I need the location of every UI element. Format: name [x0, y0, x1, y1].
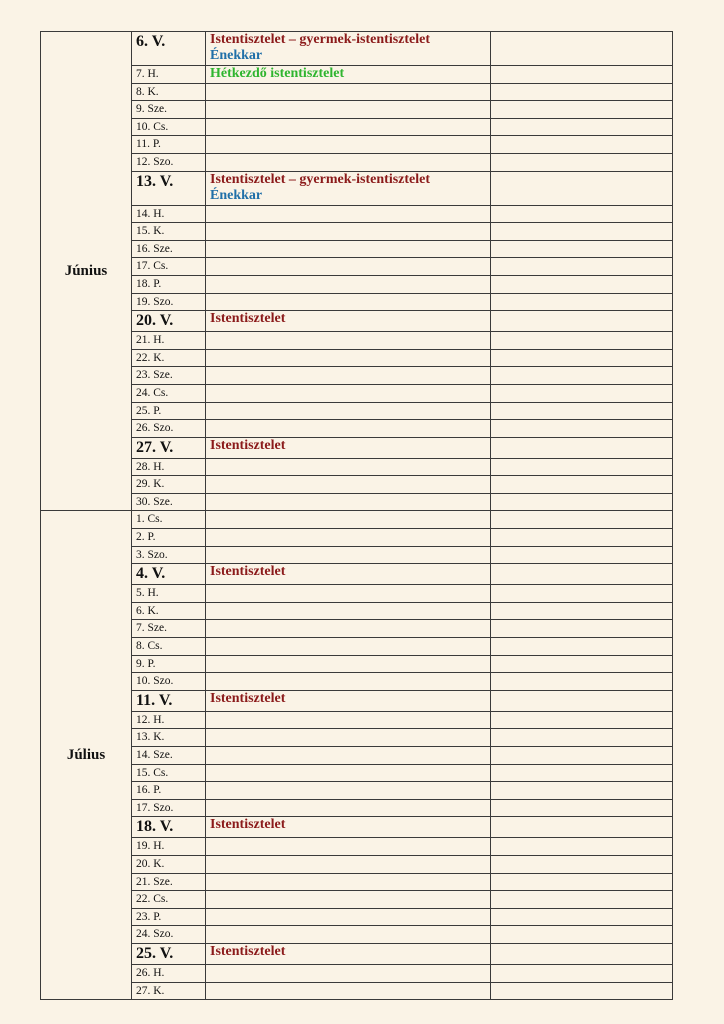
- notes-cell: [491, 673, 673, 691]
- event-cell: [206, 171, 491, 205]
- day-cell: 8. Cs.: [132, 638, 206, 656]
- notes-cell: [491, 136, 673, 154]
- day-row: [41, 153, 673, 171]
- notes-cell: [491, 838, 673, 856]
- notes-cell: [491, 891, 673, 909]
- day-row: [41, 585, 673, 603]
- day-cell: 19. Szo.: [132, 293, 206, 311]
- event-cell: [206, 83, 491, 101]
- notes-cell: [491, 258, 673, 276]
- notes-cell: [491, 602, 673, 620]
- day-cell: 25. P.: [132, 402, 206, 420]
- notes-cell: [491, 638, 673, 656]
- day-row: [41, 367, 673, 385]
- day-cell: 17. Szo.: [132, 799, 206, 817]
- day-cell: 14. H.: [132, 205, 206, 223]
- notes-cell: [491, 493, 673, 511]
- notes-cell: [491, 711, 673, 729]
- event-cell: [206, 638, 491, 656]
- event-cell: [206, 585, 491, 603]
- day-cell: 24. Szo.: [132, 926, 206, 944]
- day-row: [41, 66, 673, 84]
- notes-cell: [491, 223, 673, 241]
- event-cell: [206, 32, 491, 66]
- day-cell: 9. Sze.: [132, 101, 206, 119]
- day-row: [41, 926, 673, 944]
- day-row: [41, 332, 673, 350]
- sunday-row: [41, 690, 673, 711]
- event-cell: [206, 493, 491, 511]
- day-row: [41, 638, 673, 656]
- notes-cell: [491, 799, 673, 817]
- day-row: [41, 420, 673, 438]
- event-cell: [206, 529, 491, 547]
- day-row: [41, 799, 673, 817]
- day-row: [41, 655, 673, 673]
- notes-cell: [491, 585, 673, 603]
- notes-cell: [491, 873, 673, 891]
- day-row: [41, 83, 673, 101]
- day-row: [41, 240, 673, 258]
- day-cell: 15. K.: [132, 223, 206, 241]
- day-row: [41, 673, 673, 691]
- day-cell: 2. P.: [132, 529, 206, 547]
- event-cell: [206, 66, 491, 84]
- notes-cell: [491, 982, 673, 1000]
- event-cell: [206, 747, 491, 765]
- day-row: [41, 711, 673, 729]
- notes-cell: [491, 171, 673, 205]
- day-row: [41, 458, 673, 476]
- notes-cell: [491, 729, 673, 747]
- notes-cell: [491, 384, 673, 402]
- event-cell: [206, 764, 491, 782]
- day-cell: 1. Cs.: [132, 511, 206, 529]
- day-cell: 21. Sze.: [132, 873, 206, 891]
- notes-cell: [491, 926, 673, 944]
- event-cell: [206, 420, 491, 438]
- notes-cell: [491, 764, 673, 782]
- notes-cell: [491, 908, 673, 926]
- event-cell: [206, 690, 491, 711]
- day-row: [41, 855, 673, 873]
- event-cell: [206, 782, 491, 800]
- event-cell: [206, 458, 491, 476]
- day-row: [41, 258, 673, 276]
- notes-cell: [491, 118, 673, 136]
- service-event: Istentisztelet – gyermek-istentisztelet: [210, 32, 431, 47]
- notes-cell: [491, 855, 673, 873]
- day-cell: 24. Cs.: [132, 384, 206, 402]
- notes-cell: [491, 964, 673, 982]
- notes-cell: [491, 83, 673, 101]
- notes-cell: [491, 564, 673, 585]
- choir-event: Énekkar: [210, 187, 263, 203]
- day-cell: 16. Sze.: [132, 240, 206, 258]
- service-event: Istentisztelet: [210, 690, 286, 706]
- day-row: [41, 511, 673, 529]
- sunday-row: [41, 943, 673, 964]
- day-cell: 20. K.: [132, 855, 206, 873]
- day-row: [41, 873, 673, 891]
- day-cell: 28. H.: [132, 458, 206, 476]
- sunday-row: [41, 564, 673, 585]
- event-cell: [206, 908, 491, 926]
- notes-cell: [491, 311, 673, 332]
- event-cell: [206, 799, 491, 817]
- day-cell: 22. K.: [132, 349, 206, 367]
- notes-cell: [491, 402, 673, 420]
- event-cell: [206, 564, 491, 585]
- event-cell: [206, 205, 491, 223]
- notes-cell: [491, 546, 673, 564]
- notes-cell: [491, 420, 673, 438]
- sunday-row: [41, 311, 673, 332]
- notes-cell: [491, 349, 673, 367]
- day-cell: 19. H.: [132, 838, 206, 856]
- event-cell: [206, 153, 491, 171]
- service-event: Istentisztelet: [210, 437, 286, 453]
- day-row: [41, 529, 673, 547]
- day-cell: 9. P.: [132, 655, 206, 673]
- sunday-row: [41, 437, 673, 458]
- day-row: [41, 620, 673, 638]
- calendar-body: [41, 32, 673, 1000]
- notes-cell: [491, 690, 673, 711]
- notes-cell: [491, 817, 673, 838]
- sunday-row: [41, 171, 673, 205]
- event-cell: [206, 118, 491, 136]
- event-cell: [206, 384, 491, 402]
- event-cell: [206, 311, 491, 332]
- notes-cell: [491, 476, 673, 494]
- day-row: [41, 136, 673, 154]
- event-cell: [206, 511, 491, 529]
- notes-cell: [491, 332, 673, 350]
- event-cell: [206, 101, 491, 119]
- day-cell: 6. V.: [132, 32, 206, 66]
- day-row: [41, 493, 673, 511]
- day-cell: 3. Szo.: [132, 546, 206, 564]
- event-cell: [206, 926, 491, 944]
- day-cell: 13. K.: [132, 729, 206, 747]
- day-row: [41, 476, 673, 494]
- service-event: Istentisztelet: [210, 943, 286, 959]
- notes-cell: [491, 293, 673, 311]
- day-row: [41, 546, 673, 564]
- day-cell: 25. V.: [132, 943, 206, 964]
- day-row: [41, 964, 673, 982]
- event-cell: [206, 240, 491, 258]
- day-cell: 5. H.: [132, 585, 206, 603]
- notes-cell: [491, 205, 673, 223]
- event-cell: [206, 817, 491, 838]
- day-cell: 12. H.: [132, 711, 206, 729]
- day-cell: 18. P.: [132, 275, 206, 293]
- event-cell: [206, 855, 491, 873]
- notes-cell: [491, 943, 673, 964]
- day-cell: 12. Szo.: [132, 153, 206, 171]
- day-cell: 10. Szo.: [132, 673, 206, 691]
- service-event: Istentisztelet: [210, 817, 286, 833]
- day-cell: 23. P.: [132, 908, 206, 926]
- day-cell: 7. Sze.: [132, 620, 206, 638]
- event-cell: [206, 437, 491, 458]
- notes-cell: [491, 153, 673, 171]
- day-cell: 6. K.: [132, 602, 206, 620]
- notes-cell: [491, 240, 673, 258]
- day-cell: 26. Szo.: [132, 420, 206, 438]
- event-cell: [206, 655, 491, 673]
- day-row: [41, 729, 673, 747]
- event-cell: [206, 673, 491, 691]
- notes-cell: [491, 529, 673, 547]
- month-label: Július: [41, 511, 132, 1000]
- notes-cell: [491, 782, 673, 800]
- day-cell: 11. P.: [132, 136, 206, 154]
- day-cell: 18. V.: [132, 817, 206, 838]
- day-cell: 22. Cs.: [132, 891, 206, 909]
- event-cell: [206, 332, 491, 350]
- event-cell: [206, 620, 491, 638]
- service-event: Istentisztelet – gyermek-istentisztelet: [210, 171, 431, 187]
- day-cell: 15. Cs.: [132, 764, 206, 782]
- event-cell: [206, 964, 491, 982]
- notes-cell: [491, 620, 673, 638]
- event-cell: [206, 873, 491, 891]
- day-row: [41, 982, 673, 1000]
- event-cell: [206, 136, 491, 154]
- day-row: [41, 402, 673, 420]
- event-cell: [206, 602, 491, 620]
- day-cell: 20. V.: [132, 311, 206, 332]
- day-cell: 14. Sze.: [132, 747, 206, 765]
- day-row: [41, 782, 673, 800]
- notes-cell: [491, 458, 673, 476]
- day-cell: 29. K.: [132, 476, 206, 494]
- notes-cell: [491, 66, 673, 84]
- event-cell: [206, 223, 491, 241]
- day-row: [41, 764, 673, 782]
- day-cell: 13. V.: [132, 171, 206, 205]
- day-cell: 4. V.: [132, 564, 206, 585]
- day-cell: 17. Cs.: [132, 258, 206, 276]
- day-cell: 23. Sze.: [132, 367, 206, 385]
- event-cell: [206, 982, 491, 1000]
- notes-cell: [491, 275, 673, 293]
- day-row: [41, 275, 673, 293]
- day-cell: 30. Sze.: [132, 493, 206, 511]
- day-row: [41, 118, 673, 136]
- day-cell: 27. V.: [132, 437, 206, 458]
- event-cell: [206, 838, 491, 856]
- day-cell: 16. P.: [132, 782, 206, 800]
- day-row: [41, 293, 673, 311]
- event-cell: [206, 943, 491, 964]
- event-cell: [206, 546, 491, 564]
- event-cell: [206, 476, 491, 494]
- event-cell: [206, 891, 491, 909]
- day-row: [41, 349, 673, 367]
- day-row: [41, 602, 673, 620]
- day-row: [41, 223, 673, 241]
- day-cell: 8. K.: [132, 83, 206, 101]
- day-cell: 11. V.: [132, 690, 206, 711]
- event-cell: [206, 349, 491, 367]
- event-cell: [206, 729, 491, 747]
- notes-cell: [491, 367, 673, 385]
- day-row: [41, 384, 673, 402]
- sunday-row: [41, 32, 673, 66]
- day-row: [41, 101, 673, 119]
- event-cell: [206, 293, 491, 311]
- day-row: [41, 838, 673, 856]
- day-row: [41, 205, 673, 223]
- day-cell: 7. H.: [132, 66, 206, 84]
- event-cell: [206, 275, 491, 293]
- event-cell: [206, 367, 491, 385]
- month-label: Június: [41, 32, 132, 511]
- sunday-row: [41, 817, 673, 838]
- notes-cell: [491, 437, 673, 458]
- notes-cell: [491, 32, 673, 66]
- event-cell: [206, 711, 491, 729]
- service-event: Istentisztelet: [210, 311, 286, 327]
- notes-cell: [491, 747, 673, 765]
- calendar-table: [40, 31, 673, 1000]
- day-cell: 27. K.: [132, 982, 206, 1000]
- day-cell: 21. H.: [132, 332, 206, 350]
- event-cell: [206, 402, 491, 420]
- event-cell: [206, 258, 491, 276]
- day-row: [41, 908, 673, 926]
- service-event: Istentisztelet: [210, 564, 286, 580]
- notes-cell: [491, 511, 673, 529]
- day-row: [41, 891, 673, 909]
- day-cell: 10. Cs.: [132, 118, 206, 136]
- notes-cell: [491, 101, 673, 119]
- weekstart-event: Hétkezdő istentisztelet: [210, 66, 345, 81]
- day-cell: 26. H.: [132, 964, 206, 982]
- notes-cell: [491, 655, 673, 673]
- choir-event: Énekkar: [210, 48, 263, 63]
- day-row: [41, 747, 673, 765]
